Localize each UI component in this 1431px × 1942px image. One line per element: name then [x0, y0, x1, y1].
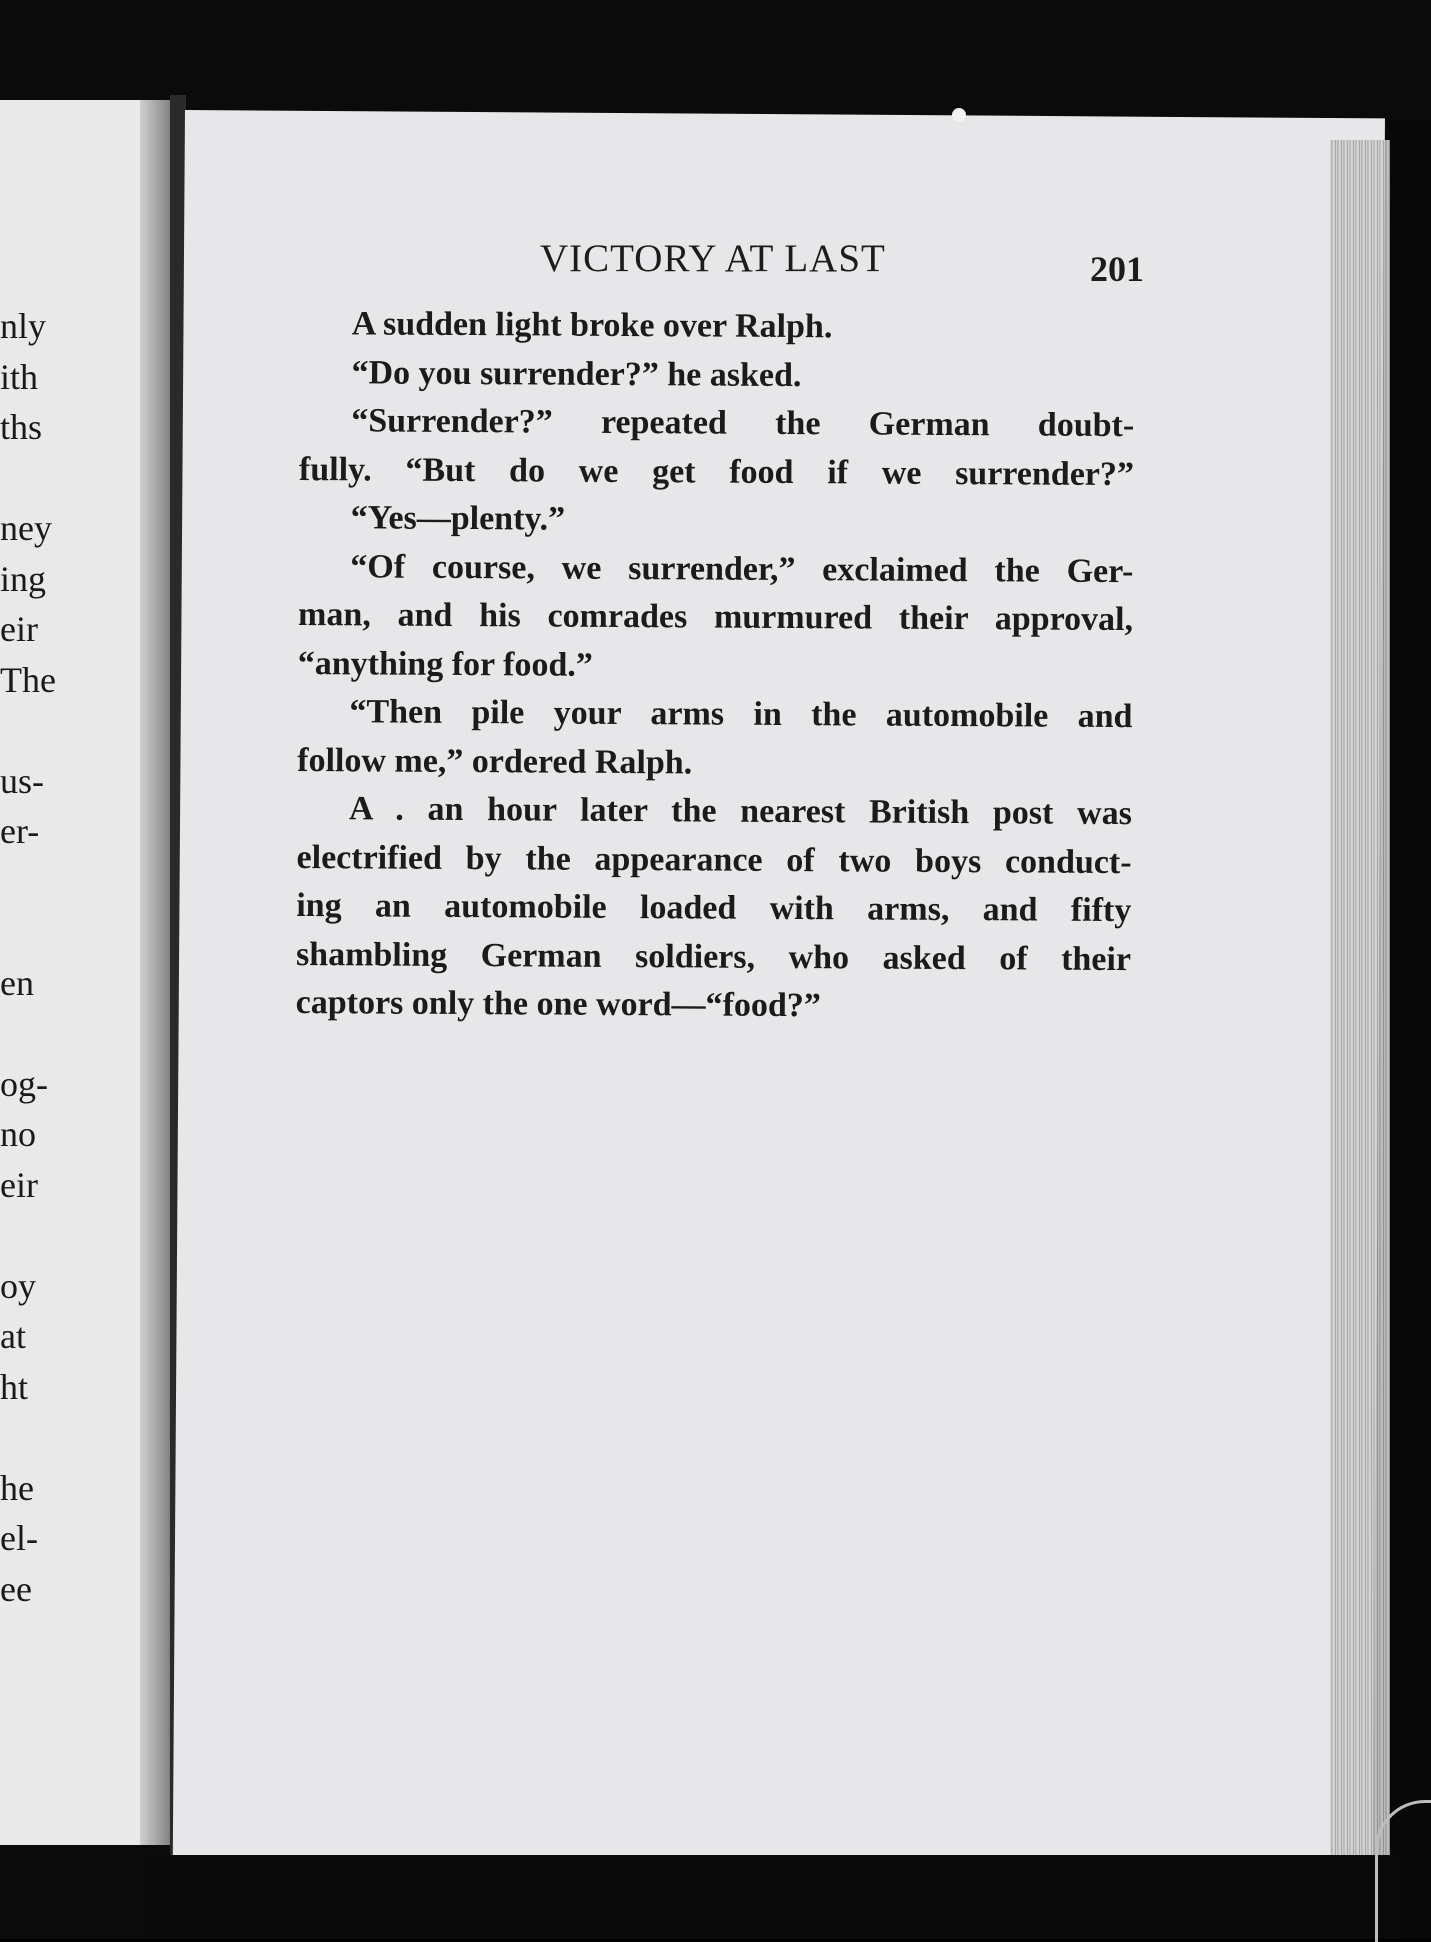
left-page-fragment: nly [0, 306, 47, 346]
left-page-fragment: ht [0, 1366, 29, 1407]
page-corner-curl [1375, 1800, 1431, 1942]
text-line: follow me,” ordered Ralph. [297, 741, 693, 781]
running-head: VICTORY AT LAST [540, 237, 886, 280]
body-text [296, 300, 1135, 1033]
text-line: “anything for food.” [297, 644, 593, 684]
left-page-fragment: ney [0, 508, 52, 548]
text-line: “Then pile your arms in the automobile and [349, 693, 1133, 736]
text-line: A sudden light broke over Ralph. [351, 305, 833, 346]
left-page-fragment: ths [0, 407, 43, 447]
text-line: electrified by the appearance of two boys conduct- [296, 838, 1132, 881]
page-edges-stack [1330, 140, 1390, 1910]
bottom-dark-margin [150, 1855, 1400, 1939]
text-line: shambling German soldiers, who asked of their [295, 935, 1132, 978]
text-line: “Yes—plenty.” [350, 499, 566, 538]
text-line: “Surrender?” repeated the German doubt- [351, 402, 1135, 445]
left-page-fragment: eir [0, 609, 38, 649]
left-page-fragment: el- [0, 1518, 38, 1558]
left-page-fragment: ing [0, 558, 47, 599]
text-line: ing an automobile loaded with arms, and fifty [296, 886, 1132, 930]
left-page-fragment: ith [0, 356, 39, 397]
left-page-fragment: at [0, 1316, 26, 1356]
left-page-fragment: er- [0, 811, 40, 851]
left-page-fragment: us- [0, 760, 44, 801]
left-page-fragment: no [0, 1114, 36, 1154]
left-page-fragment: en [0, 962, 34, 1003]
left-page-fragment: ee [0, 1568, 32, 1609]
outer-dark-margin [1388, 120, 1431, 1939]
left-page-fragment: eir [0, 1164, 38, 1205]
text-line: “Of course, we surrender,” exclaimed the Ger- [350, 547, 1134, 590]
left-page-fragment: og- [0, 1063, 48, 1104]
page-number: 201 [1090, 249, 1144, 289]
text-line: A . an hour later the nearest British post was [348, 790, 1132, 833]
left-page-fragment: he [0, 1467, 34, 1508]
text-line: man, and his comrades murmured their approval, [297, 595, 1134, 639]
paper-speck [952, 108, 966, 122]
text-line: captors only the one word—“food?” [295, 983, 821, 1025]
text-line: fully. “But do we get food if we surrender?” [298, 450, 1135, 493]
left-page-fragment: oy [0, 1265, 36, 1306]
text-line: “Do you surrender?” he asked. [351, 353, 802, 394]
left-page-fragment: The [0, 659, 56, 700]
